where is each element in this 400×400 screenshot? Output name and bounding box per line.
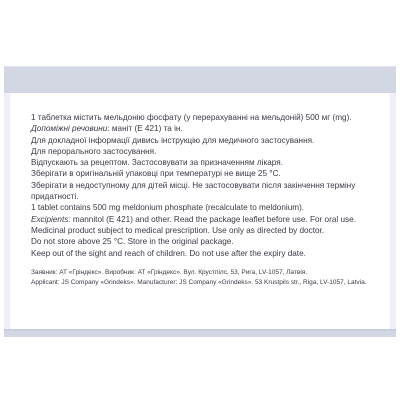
en-storage: Do not store above 25 °C. Store in the original package. [31, 237, 234, 247]
ua-excipients-label: Допоміжні речовини [31, 124, 108, 134]
right-edge [390, 93, 396, 329]
top-band [4, 67, 396, 93]
package-label-panel [4, 66, 396, 336]
en-prescription: Medicinal product subject to medical prescription. Use only as directed by doctor. [31, 225, 325, 235]
ua-prescription: Відпускають за рецептом. Застосовувати за призначенням лікаря. [31, 158, 283, 168]
ua-children: Зберігати в недоступному для дітей місці. Не застосовувати після закінчення терміну [31, 180, 356, 190]
en-composition: 1 tablet contains 500 mg meldonium phosphate (recalculate to meldonium). [31, 203, 305, 213]
en-excipients-label: Excipients: [31, 214, 71, 224]
ua-excipients-text: : маніт (E 421) та ін. [107, 124, 183, 134]
applicant-block [31, 268, 382, 289]
en-excipients-text: mannitol (E 421) and other. Read the package leaflet before use. For oral use. [70, 214, 356, 224]
en-excipients [31, 214, 382, 225]
label-text [31, 112, 382, 289]
bottom-band [4, 329, 396, 337]
ua-excipients [31, 123, 382, 134]
ua-storage: Зберігати в оригінальній упаковці при температурі не вище 25 °C. [31, 169, 281, 179]
main-text-block [31, 112, 382, 259]
applicant-en: Applicant: JS Company «Grindeks». Manufacturer: JS Company «Grindeks». 53 Krustpils str., Riga, LV-1057, Latvia. [31, 279, 367, 287]
ua-expiry: придатності. [31, 192, 79, 202]
ua-composition: 1 таблетка містить мельдонію фосфату (у перерахуванні на мельдоній) 500 мг (mg). [31, 113, 352, 122]
applicant-ua: Заявник: АТ «Гріндекс». Виробник: АТ «Гріндекс». Вул. Крустпілс, 53, Рига, LV-1057, Латвія. [31, 268, 308, 276]
ua-oral-use: Для перорального застосування. [31, 146, 157, 156]
left-edge [4, 93, 10, 329]
ua-instruction: Для докладної інформації дивись інструкцію для медичного застосування. [31, 135, 315, 145]
en-children: Keep out of the sight and reach of children. Do not use after the expiry date. [31, 248, 306, 258]
